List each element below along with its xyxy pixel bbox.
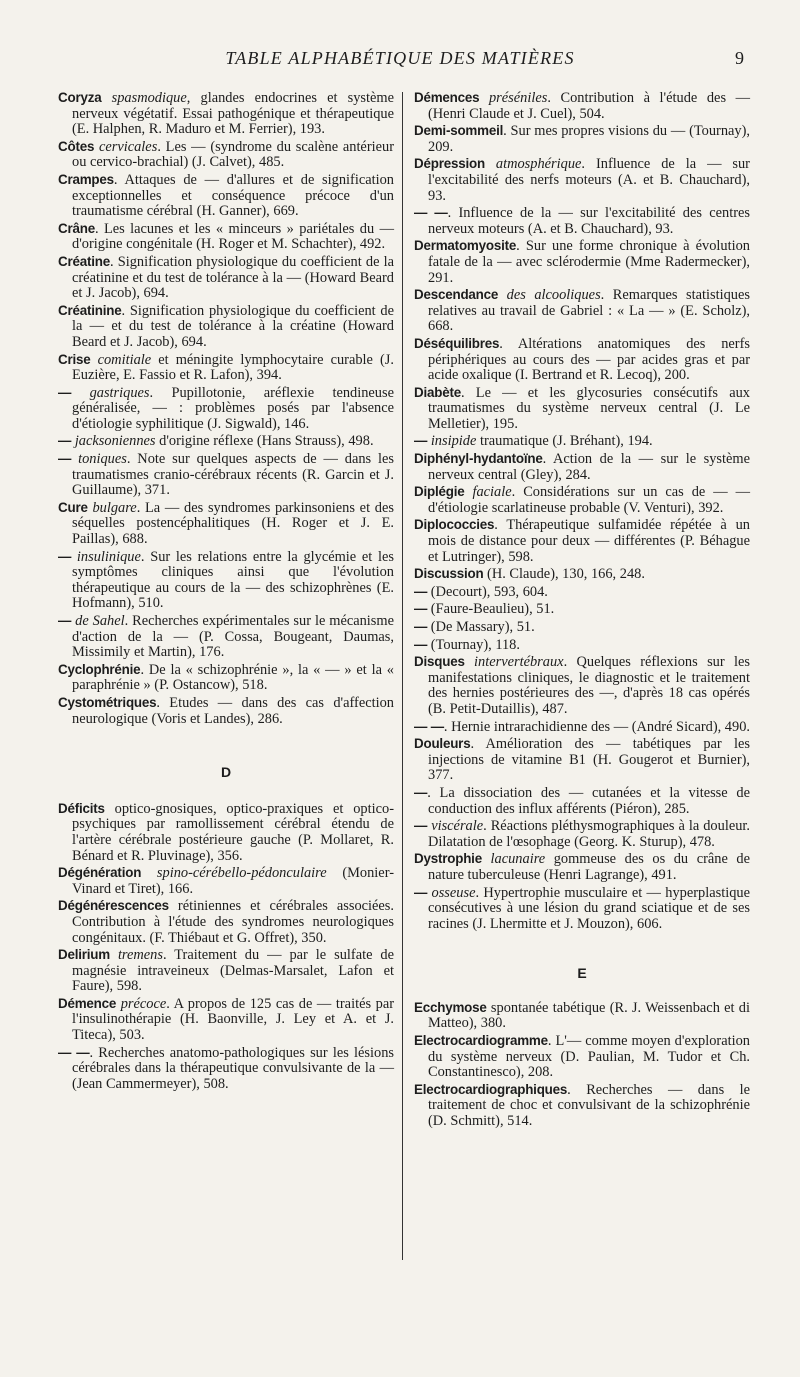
entry-heading: Crampes — [58, 171, 114, 187]
entry-heading: — — [414, 884, 428, 900]
entry-heading: Crâne — [58, 220, 95, 236]
entries-c — [58, 90, 394, 727]
entry-heading: Dégénérescences — [58, 898, 169, 914]
entry-text: . L'— comme moyen d'exploration du système nerveux (D. Paulian, M. Tudor et Ch. Constantinesco), 208. — [428, 1033, 750, 1081]
entry-heading: — — [58, 433, 72, 449]
index-entry — [58, 695, 394, 727]
entry-heading: Douleurs — [414, 736, 471, 752]
entry-heading: Diabète — [414, 384, 461, 400]
entry-text: . Remarques statistiques relatives au travail de Gabriel : « La — » (E. Scholz), 668. — [428, 287, 750, 335]
entry-heading: Dermatomyosite — [414, 238, 517, 254]
entry-text: (Decourt), 593, 604. — [427, 583, 548, 600]
entry-subheading: préséniles — [488, 90, 548, 106]
entry-text: . Action de la — sur le système nerveux central (Gley), 284. — [428, 451, 750, 483]
entry-heading: Coryza — [58, 90, 102, 105]
index-entry — [58, 662, 394, 694]
entry-heading: Cyclophrénie — [58, 661, 141, 677]
index-entry — [414, 1082, 750, 1130]
index-entry — [58, 433, 394, 450]
entry-subheading: comitiale — [97, 351, 152, 368]
entry-heading: Disques — [414, 654, 465, 670]
entry-heading: — — [414, 619, 428, 634]
entry-text: . A propos de 125 cas de — traités par l'insulinothérapie (H. Baonville, J. Ley et A. et J. Titeca), 503. — [72, 995, 394, 1044]
entry-heading: Delirium — [58, 947, 110, 963]
index-entry — [414, 385, 750, 433]
entry-subheading: des alcooliques — [506, 287, 601, 304]
index-entry — [58, 221, 394, 253]
entry-text: . Quelques réflexions sur les manifestations cliniques, le diagnostic et le traitement des hernies postérieures des —, d'après 18 cas opérés (B. Petit-Dutaillis), 487. — [428, 654, 750, 717]
index-entry — [58, 303, 394, 351]
index-entry — [414, 517, 750, 565]
entry-subheading: insulinique — [76, 548, 141, 565]
index-entry — [414, 1000, 750, 1032]
entry-text: . Amélioration des — tabétiques par les injections de vitamine B1 (H. Gougerot et Burnier), 377. — [428, 736, 750, 784]
entry-heading: Déséquilibres — [414, 335, 500, 351]
entry-subheading: lacunaire — [490, 851, 546, 868]
entry-text: (De Massary), 51. — [427, 619, 535, 635]
entry-text: . Hernie intrarachidienne des — (André Sicard), 490. — [443, 718, 750, 735]
entry-text: . Contribution à l'étude des — (Henri Claude et J. Cuel), 504. — [428, 90, 750, 122]
right-column — [414, 90, 750, 1131]
index-entry — [58, 613, 394, 661]
entry-heading: — — — [414, 205, 448, 221]
entry-text: , glandes endocrines et système nerveux végétatif. Essai pathogénique et thérapeutique (E. Halphen, R. Maduro et M. Ferrier), 193. — [72, 90, 394, 138]
entry-text: . Traitement du — par le sulfate de magnésie intraveineux (Delmas-Marsalet, Lafon et Faure), 598. — [72, 947, 394, 995]
index-entry — [414, 451, 750, 483]
entry-text: . Le — et les glycosuries consécutifs aux traumatismes du système nerveux central (J. Le Melletier), 195. — [428, 384, 750, 432]
index-entry — [414, 885, 750, 933]
index-entry — [58, 90, 394, 138]
entry-text: . Attaques de — d'allures et de signification exceptionnelles et conséquence précoce d'un traumatisme cérébral (H. Ganner), 669. — [72, 171, 394, 220]
entry-heading: Diplococcies — [414, 517, 495, 533]
entry-text: . De la « schizophrénie », la « — » et la « paraphrénie » (P. Ostancow), 518. — [72, 661, 394, 694]
index-entry — [58, 385, 394, 433]
entry-subheading: atmosphérique — [495, 156, 582, 173]
entry-text: . Les lacunes et les « minceurs » pariétales du — d'origine congénitale (H. Roger et M. Schachter), 492. — [72, 220, 394, 253]
entry-text: d'origine réflexe (Hans Strauss), 498. — [155, 433, 374, 450]
index-entry — [414, 584, 750, 601]
entry-heading: Electrocardiographiques — [414, 1081, 568, 1097]
index-entry — [58, 1045, 394, 1093]
entry-text: . Thérapeutique sulfamidée répétée à un mois de distance pour deux — différentes (P. Béhague et Lutringer), 598. — [428, 517, 750, 565]
index-entry — [414, 619, 750, 636]
entry-heading: Electrocardiogramme — [414, 1033, 548, 1049]
index-entry — [414, 566, 750, 583]
index-entry — [58, 801, 394, 864]
entry-text: (Faure-Beaulieu), 51. — [427, 601, 555, 618]
entry-heading: Diplégie — [414, 484, 465, 500]
entry-heading: Démence — [58, 995, 117, 1011]
entry-text: et méningite lymphocytaire curable (J. Euzière, E. Fassio et R. Lafon), 394. — [72, 351, 394, 384]
entry-heading: Créatinine — [58, 302, 122, 318]
index-entry — [414, 637, 750, 654]
index-entry — [414, 287, 750, 335]
entry-heading: Dystrophie — [414, 851, 482, 867]
index-entry — [58, 947, 394, 995]
entry-subheading: tremens — [117, 947, 163, 964]
entry-heading: Démences — [414, 90, 480, 105]
index-entry — [414, 484, 750, 516]
entry-heading: Descendance — [414, 287, 499, 303]
entry-text: optico-gnosiques, optico-praxiques et optico-psychiques par ramollissement cérébral étendu de l'artère cérébrale postérieure gauche (P. Mollaret, R. Bénard et R. Pluvinage), 356. — [72, 800, 394, 864]
entry-heading: Cure — [58, 499, 88, 515]
entries-d-right — [414, 90, 750, 932]
entry-text: . Etudes — dans des cas d'affection neurologique (Voris et Landes), 286. — [72, 694, 394, 727]
index-entry — [414, 90, 750, 122]
entry-heading: — — [58, 548, 72, 564]
entry-text: rétiniennes et cérébrales associées. Contribution à l'étude des syndromes neurologiques congénitaux. (F. Thiébaut et G. Offret), 350. — [72, 898, 394, 946]
entry-subheading: cervicales — [98, 138, 158, 155]
entry-text: . Altérations anatomiques des nerfs périphériques au cours des — par acides gras et par acide oxalique (I. Bertrand et R. Lecoq), 200. — [428, 335, 750, 384]
entry-heading: Créatine — [58, 253, 110, 269]
left-column — [58, 90, 394, 1093]
column-divider — [402, 92, 403, 1260]
entry-heading: — — [414, 433, 428, 449]
index-entry — [58, 352, 394, 384]
entry-heading: Dépression — [414, 156, 485, 172]
entry-text: . Pupillotonie, aréflexie tendineuse généralisée, — : problèmes posés par l'absence d'étiologie syphilitique (J. Sigwald), 146. — [72, 384, 394, 432]
index-entry — [58, 865, 394, 897]
index-entry — [414, 238, 750, 286]
index-entry — [58, 500, 394, 548]
index-entry — [414, 156, 750, 204]
index-entry — [58, 996, 394, 1044]
index-entry — [414, 851, 750, 883]
entries-e — [414, 1000, 750, 1130]
entry-text: . Note sur quelques aspects de — dans les traumatismes cranio-cérébraux récents (R. Garcin et J. Guillaume), 371. — [72, 451, 394, 499]
entry-subheading: précoce — [120, 995, 167, 1012]
entry-heading: Ecchymose — [414, 999, 487, 1015]
entry-text: . Considérations sur un cas de — — d'étiologie scarlatineuse probable (V. Venturi), 392. — [428, 484, 750, 516]
entry-heading: Discussion — [414, 566, 484, 582]
entry-text: . Recherches expérimentales sur le mécanisme d'action de la — (P. Cossa, Bougeant, Daumas, Missimily et Martin), 176. — [72, 613, 394, 661]
index-entry — [414, 123, 750, 155]
entry-subheading: intervertébraux — [474, 654, 564, 671]
entry-text: (H. Claude), 130, 166, 248. — [483, 566, 645, 583]
entry-subheading: faciale — [472, 484, 512, 501]
entry-subheading: gastriques — [89, 384, 150, 401]
entry-text: . Les — (syndrome du scalène antérieur ou cervico-brachial) (J. Calvet), 485. — [72, 138, 394, 171]
entry-heading: Demi-sommeil — [414, 123, 504, 139]
entry-text: (Tournay), 118. — [427, 636, 520, 653]
entry-subheading: spasmodique — [111, 90, 187, 106]
entry-text: . Influence de la — sur l'excitabilité des centres nerveux moteurs (A. et B. Chauchard), 93. — [428, 205, 751, 237]
entry-text: (Monier-Vinard et Tiret), 166. — [72, 865, 394, 897]
entry-subheading: osseuse — [431, 884, 476, 901]
index-entry — [414, 433, 750, 450]
index-entry — [414, 736, 750, 784]
entry-heading: — — [414, 583, 428, 599]
entry-text: . Influence de la — sur l'excitabilité des nerfs moteurs (A. et B. Chauchard), 93. — [428, 156, 750, 204]
entry-heading: — — [414, 636, 428, 652]
index-entry — [414, 785, 750, 817]
index-entry — [58, 898, 394, 946]
entry-text: . Recherches — dans le traitement de choc et convulsivant de la schizophrénie (D. Schmitt), 514. — [428, 1081, 750, 1130]
entry-heading: — — [414, 818, 428, 834]
entry-heading: — — [414, 784, 428, 800]
entry-text: . Sur une forme chronique à évolution fatale de la — avec sclérodermie (Mme Radermecker), 291. — [428, 238, 750, 286]
entry-subheading: viscérale — [431, 818, 484, 835]
entry-heading: — — — [414, 718, 444, 734]
entry-subheading: bulgare — [92, 499, 137, 516]
index-entry — [414, 654, 750, 717]
running-title: TABLE ALPHABÉTIQUE DES MATIÈRES — [225, 48, 575, 68]
index-entry — [414, 601, 750, 618]
entry-text: . La dissociation des — cutanées et la vitesse de conduction des influx afférents (Piéron), 285. — [427, 784, 750, 817]
entry-heading: — — [58, 451, 72, 467]
entry-heading: — — [414, 601, 428, 617]
entry-heading: Dégénération — [58, 865, 142, 881]
entry-subheading: jacksoniennes — [74, 433, 156, 450]
entry-text: . Sur mes propres visions du — (Tournay), 209. — [428, 123, 750, 155]
index-entry — [58, 549, 394, 612]
index-entry — [414, 205, 750, 237]
entry-heading: — — [58, 613, 72, 628]
page-number: 9 — [735, 48, 744, 68]
entry-text: . Réactions pléthysmographiques à la douleur. Dilatation de l'œsophage (Georg. K. Sturup), 478. — [428, 818, 750, 850]
index-entry — [414, 818, 750, 850]
entry-text: spontanée tabétique (R. J. Weissenbach et di Matteo), 380. — [428, 999, 750, 1032]
entry-text: . Sur les relations entre la glycémie et les symptômes cliniques ainsi que l'évolution thérapeutique au cours de la — des schizophrènes (E. Hofmann), 510. — [72, 548, 394, 612]
entry-heading: Cystométriques — [58, 694, 157, 710]
entry-subheading: de Sahel — [75, 613, 125, 629]
entry-subheading: insipide — [430, 433, 477, 450]
index-entry — [58, 451, 394, 499]
entry-heading: — — — [58, 1044, 90, 1060]
entry-text: . Recherches anatomo-pathologiques sur les lésions cérébrales dans la thérapeutique convulsivante de la — (Jean Cammermeyer), 508. — [72, 1044, 394, 1092]
entry-heading: Crise — [58, 351, 91, 367]
entry-text: . La — des syndromes parkinsoniens et des séquelles postencéphalitiques (H. Roger et J. E. Paillas), 688. — [72, 499, 394, 548]
entry-subheading: spino-cérébello-pédonculaire — [156, 865, 327, 882]
index-entry — [414, 336, 750, 384]
section-letter-e: E — [577, 965, 587, 982]
section-letter-d: D — [220, 764, 232, 781]
entry-text: . Signification physiologique du coefficient de la créatinine et du test de tolérance à la — (Howard Beard et J. Jacob), 694. — [72, 253, 394, 302]
entry-heading: Côtes — [58, 138, 95, 154]
page-header — [0, 46, 800, 74]
index-entry — [58, 172, 394, 220]
entry-heading: — — [58, 384, 72, 400]
entry-heading: Diphényl-hydantoïne — [414, 451, 543, 467]
entry-text: . Hypertrophie musculaire et — hyperplastique consécutives à une lésion du grand sciatique et de ses racines (J. Lhermitte et J. Mouzon), 606. — [428, 884, 750, 932]
entry-subheading: toniques — [78, 451, 127, 468]
entry-text: . Signification physiologique du coefficient de la — et du test de tolérance à la créatine (Howard Beard et J. Jacob), 694. — [72, 302, 394, 350]
entries-d-left — [58, 801, 394, 1093]
entry-heading: Déficits — [58, 800, 105, 816]
entry-text: gommeuse des os du crâne de nature tuberculeuse (Henri Lagrange), 491. — [428, 851, 750, 883]
index-entry — [414, 1033, 750, 1081]
entry-text: traumatique (J. Bréhant), 194. — [476, 433, 653, 450]
index-entry — [414, 719, 750, 736]
index-entry — [58, 139, 394, 171]
index-entry — [58, 254, 394, 302]
